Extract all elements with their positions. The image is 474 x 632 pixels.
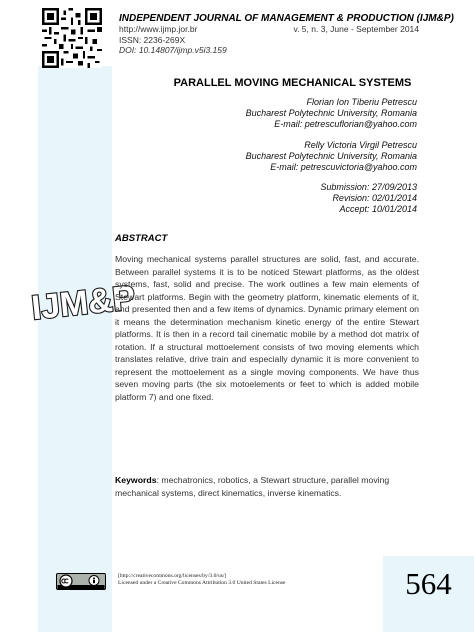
paper-title: PARALLEL MOVING MECHANICAL SYSTEMS xyxy=(173,77,412,89)
author-name: Relly Victoria Virgil Petrescu xyxy=(304,140,417,150)
side-band xyxy=(38,66,112,632)
abstract-text: Moving mechanical systems parallel structures are solid, fast, and accurate. Between parallel systems it is to be noticed Stewart platforms, as the oldest systems, fast, solid and precise. The work outlines a few main elements of Stewart platforms. Begin with the geometry platform, kinematic elements of it, and presented then and a few items of dynamics. Dynamic primary element on it means the determination mechanism kinetic energy of the entire Stewart platforms. It is then in a record tail cinematic mobile by a method dot matrix of rotation. If a structural mottoelement consists of two moving elements which translates relative, drive train and especially dynamic it is more convenient to represent the mottoelement as a single moving components. We have thus seven moving parts (the six motoelements or feet to which is added mobile platform 7) and one fixed. xyxy=(115,254,419,402)
author-block-1 xyxy=(157,97,417,130)
license-url[interactable]: [http://creativecommons.org/licenses/by/3.0/us/] xyxy=(118,573,227,579)
accept-date: Accept: 10/01/2014 xyxy=(339,204,417,214)
header-issn-line xyxy=(119,35,419,46)
header-url-line xyxy=(119,24,419,35)
journal-url[interactable]: http://www.ijmp.jor.br xyxy=(119,24,198,34)
journal-volume: v. 5, n. 3, June - September 2014 xyxy=(293,24,419,34)
author-email[interactable]: E-mail: petrescuflorian@yahoo.com xyxy=(274,119,417,129)
author-affiliation: Bucharest Polytechnic University, Romania xyxy=(245,151,417,161)
author-block-2 xyxy=(157,140,417,173)
logo-text: IJM&P xyxy=(29,278,138,328)
license-note xyxy=(118,573,285,587)
journal-name: INDEPENDENT JOURNAL OF MANAGEMENT & PRODUCTION (IJM&P) xyxy=(119,13,454,24)
abstract-heading: ABSTRACT xyxy=(115,233,168,244)
creative-commons-badge-icon[interactable] xyxy=(56,573,106,590)
author-name: Florian Ion Tiberiu Petrescu xyxy=(306,97,417,107)
page-number: 564 xyxy=(405,566,452,601)
journal-issn: ISSN: 2236-269X xyxy=(119,34,186,45)
article-doi: DOI: 10.14807/ijmp.v5i3.159 xyxy=(119,45,227,55)
article-dates xyxy=(157,182,417,215)
keywords-label: Keywords xyxy=(115,475,157,485)
qr-code-icon xyxy=(42,8,102,68)
journal-header xyxy=(119,13,454,56)
license-text: Licensed under a Creative Commons Attribution 3.0 United States License xyxy=(118,580,286,586)
author-email[interactable]: E-mail: petrescuvictoria@yahoo.com xyxy=(270,162,417,172)
keywords-text: : mechatronics, robotics, a Stewart structure, parallel moving mechanical systems, direct kinematics, inverse kinematics. xyxy=(115,475,390,498)
author-affiliation: Bucharest Polytechnic University, Romania xyxy=(245,108,417,118)
submission-date: Submission: 27/09/2013 xyxy=(320,182,417,192)
keywords xyxy=(115,474,419,499)
revision-date: Revision: 02/01/2014 xyxy=(332,193,417,203)
